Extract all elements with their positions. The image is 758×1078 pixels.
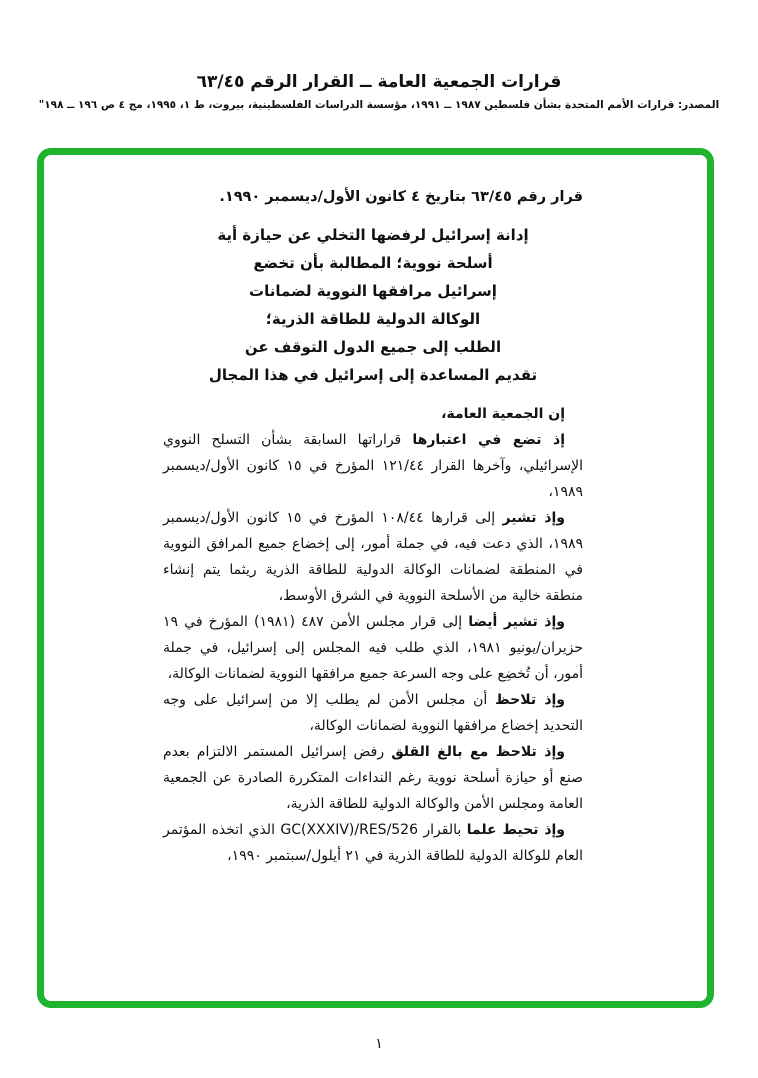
resolution-number-line: قرار رقم ٦٣/٤٥ بتاريخ ٤ كانون الأول/ديسمبر ١٩٩٠. <box>219 189 583 205</box>
header-title: قرارات الجمعية العامة ــ القرار الرقم ٦٣/٤٥ <box>196 72 562 92</box>
paragraph-lead: وإذ تلاحظ <box>495 692 566 708</box>
title-line: إدانة إسرائيل لرفضها التخلي عن حيازة أية <box>217 226 529 244</box>
paragraph-text: إلى قرار مجلس الأمن ٤٨٧ (١٩٨١) المؤرخ في ١٩ حزيران/يونيو ١٩٨١، الذي طلب فيه المجلس إلى إسرائيل، في جملة أمور، أن تُخضِع على وجه السرعة جميع مرافقها النووية لضمانات الوكالة، <box>163 614 583 682</box>
resolution-frame <box>37 148 714 1008</box>
paragraph-text: بالقرار GC(XXXIV)/RES/526 الذي اتخذه المؤتمر العام للوكالة الدولية للطاقة الذرية في ٢١ أيلول/سبتمبر ١٩٩٠، <box>163 822 583 864</box>
title-line: الطلب إلى جميع الدول التوقف عن <box>244 338 502 356</box>
paragraph-text: رفض إسرائيل المستمر الالتزام بعدم صنع أو حيازة أسلحة نووية رغم النداءات المتكررة الصادرة عن الجمعية العامة ومجلس الأمن والوكالة الدولية للطاقة الذرية، <box>163 744 583 812</box>
preamble-paragraph <box>163 739 583 817</box>
resolution-body <box>163 185 583 869</box>
preamble-paragraph <box>163 427 583 505</box>
paragraph-lead: وإذ تحيط علما <box>466 822 565 838</box>
preamble-paragraph <box>163 505 583 609</box>
preamble-lead: إن الجمعية العامة، <box>441 406 565 422</box>
paragraph-lead: وإذ تشير أيضا <box>468 614 565 630</box>
paragraph-text: قراراتها السابقة بشأن التسلح النووي الإسرائيلي، وآخرها القرار ١٢١/٤٤ المؤرخ في ١٥ كانون الأول/ديسمبر ١٩٨٩، <box>163 432 583 500</box>
page-header <box>0 72 758 111</box>
preamble-paragraph <box>163 817 583 869</box>
paragraph-lead: إذ تضع في اعتبارها <box>412 432 566 448</box>
preamble-paragraph <box>163 609 583 687</box>
page-number: ١ <box>375 1036 383 1052</box>
title-line: إسرائيل مرافقها النووية لضمانات <box>249 282 497 300</box>
paragraph-lead: وإذ تلاحظ مع بالغ القلق <box>391 744 565 760</box>
preamble-paragraph <box>163 687 583 739</box>
paragraph-lead: وإذ تشير <box>502 510 565 526</box>
title-line: أسلحة نووية؛ المطالبة بأن تخضع <box>253 254 493 272</box>
source-line: المصدر: قرارات الأمم المتحدة بشأن فلسطين ١٩٨٧ ــ ١٩٩١، مؤسسة الدراسات الفلسطينية، بيروت، ط ١، ١٩٩٥، مج ٤ ص ١٩٦ ــ ١٩٨" <box>38 99 720 111</box>
paragraph-text: أن مجلس الأمن لم يطلب إلا من إسرائيل على وجه التحديد إخضاع مرافقها النووية لضمانات الوكالة، <box>163 692 583 734</box>
title-line: الوكالة الدولية للطاقة الذرية؛ <box>265 310 481 328</box>
resolution-title <box>163 221 583 389</box>
title-line: تقديم المساعدة إلى إسرائيل في هذا المجال <box>208 366 538 384</box>
paragraph-text: إلى قرارها ١٠٨/٤٤ المؤرخ في ١٥ كانون الأول/ديسمبر ١٩٨٩، الذي دعت فيه، في جملة أمور، إلى إخضاع جميع المرافق النووية في المنطقة لضمانات الوكالة الدولية للطاقة الذرية ريثما يتم إنشاء منطقة خالية من الأسلحة النووية في الشرق الأوسط، <box>163 510 583 604</box>
